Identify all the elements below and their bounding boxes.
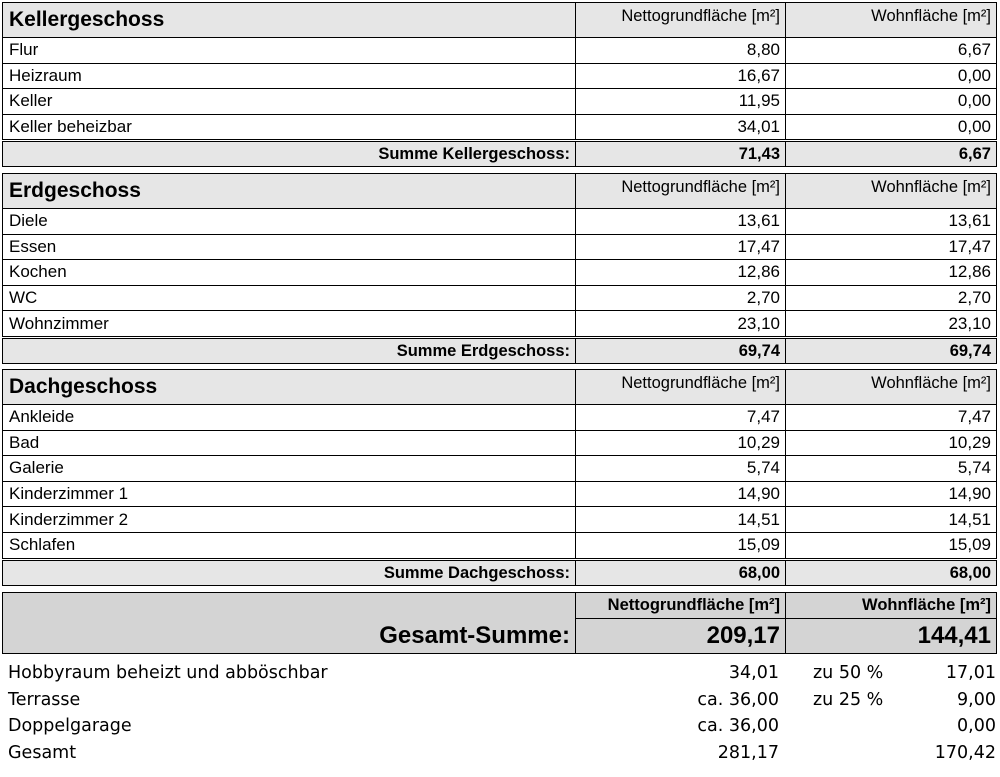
sum-label: Summe Dachgeschoss: (3, 561, 576, 586)
room-ngf: 17,47 (576, 234, 786, 260)
table-row (3, 532, 997, 558)
sum-wfl: 68,00 (786, 561, 997, 586)
section-kellergeschoss (2, 2, 997, 140)
sum-wfl: 6,67 (786, 142, 997, 167)
table-row (3, 311, 997, 337)
room-wfl: 5,74 (786, 456, 997, 482)
column-header-ngf: Nettogrundfläche [m²] (576, 3, 786, 38)
extra-factor (779, 740, 897, 767)
extra-area: ca. 36,00 (697, 689, 779, 710)
room-name: Flur (3, 38, 576, 64)
room-wfl: 23,10 (786, 311, 997, 337)
section-header (3, 174, 997, 209)
section-sum-erdgeschoss (2, 338, 997, 364)
room-wfl: 15,09 (786, 532, 997, 558)
list-item (2, 713, 996, 740)
section-title: Erdgeschoss (3, 174, 576, 209)
room-wfl: 13,61 (786, 209, 997, 235)
extra-label: Terrasse (8, 689, 81, 710)
room-ngf: 16,67 (576, 63, 786, 89)
extra-label: Hobbyraum beheizt und abböschbar (8, 663, 328, 684)
room-wfl: 10,29 (786, 430, 997, 456)
grand-total-spacer (3, 593, 576, 619)
room-name: Wohnzimmer (3, 311, 576, 337)
room-name: Schlafen (3, 532, 576, 558)
extra-factor: zu 25 % (813, 689, 884, 710)
section-title: Kellergeschoss (3, 3, 576, 38)
room-ngf: 15,09 (576, 532, 786, 558)
extra-wfl: 9,00 (957, 689, 996, 710)
section-title: Dachgeschoss (3, 370, 576, 405)
list-item (2, 660, 996, 687)
table-row (3, 456, 997, 482)
sum-wfl: 69,74 (786, 339, 997, 364)
room-wfl: 7,47 (786, 405, 997, 431)
extra-factor: zu 50 % (813, 663, 884, 684)
extra-wfl: 170,42 (934, 743, 996, 764)
column-header-ngf: Nettogrundfläche [m²] (576, 370, 786, 405)
room-ngf: 34,01 (576, 114, 786, 140)
extra-area: ca. 36,00 (697, 716, 779, 737)
room-name: Keller beheizbar (3, 114, 576, 140)
column-header-ngf: Nettogrundfläche [m²] (576, 174, 786, 209)
grand-total-table (2, 592, 997, 654)
grand-total-header-wfl: Wohnfläche [m²] (786, 593, 997, 619)
room-name: Keller (3, 89, 576, 115)
grand-total-header-ngf: Nettogrundfläche [m²] (576, 593, 786, 619)
room-name: Kinderzimmer 1 (3, 481, 576, 507)
room-wfl: 6,67 (786, 38, 997, 64)
room-name: Kinderzimmer 2 (3, 507, 576, 533)
room-ngf: 14,90 (576, 481, 786, 507)
table-row (3, 209, 997, 235)
room-ngf: 7,47 (576, 405, 786, 431)
sum-label: Summe Erdgeschoss: (3, 339, 576, 364)
room-name: Heizraum (3, 63, 576, 89)
extra-area: 34,01 (728, 663, 779, 684)
section-erdgeschoss (2, 173, 997, 337)
room-ngf: 13,61 (576, 209, 786, 235)
table-row (3, 38, 997, 64)
table-row (3, 234, 997, 260)
section-header (3, 370, 997, 405)
room-name: Galerie (3, 456, 576, 482)
room-wfl: 0,00 (786, 89, 997, 115)
room-name: Kochen (3, 260, 576, 286)
room-wfl: 14,90 (786, 481, 997, 507)
room-wfl: 0,00 (786, 63, 997, 89)
section-dachgeschoss (2, 369, 997, 559)
column-header-wfl: Wohnfläche [m²] (786, 370, 997, 405)
room-wfl: 17,47 (786, 234, 997, 260)
room-ngf: 10,29 (576, 430, 786, 456)
section-sum-kellergeschoss (2, 141, 997, 167)
table-row (3, 260, 997, 286)
room-ngf: 14,51 (576, 507, 786, 533)
room-ngf: 8,80 (576, 38, 786, 64)
room-name: Ankleide (3, 405, 576, 431)
grand-total-label: Gesamt-Summe: (3, 619, 576, 654)
section-sum-dachgeschoss (2, 560, 997, 586)
list-item (2, 740, 996, 767)
room-wfl: 0,00 (786, 114, 997, 140)
section-header (3, 3, 997, 38)
room-ngf: 11,95 (576, 89, 786, 115)
table-row (3, 430, 997, 456)
room-ngf: 23,10 (576, 311, 786, 337)
sum-label: Summe Kellergeschoss: (3, 142, 576, 167)
room-ngf: 2,70 (576, 285, 786, 311)
room-wfl: 12,86 (786, 260, 997, 286)
extra-area: 281,17 (717, 743, 779, 764)
table-row (3, 285, 997, 311)
grand-total-ngf: 209,17 (576, 619, 786, 654)
sum-ngf: 69,74 (576, 339, 786, 364)
table-row (3, 481, 997, 507)
room-wfl: 2,70 (786, 285, 997, 311)
extra-wfl: 17,01 (945, 663, 996, 684)
extra-wfl: 0,00 (957, 716, 996, 737)
sum-ngf: 68,00 (576, 561, 786, 586)
room-name: Diele (3, 209, 576, 235)
table-row (3, 63, 997, 89)
table-row (3, 405, 997, 431)
table-row (3, 89, 997, 115)
room-wfl: 14,51 (786, 507, 997, 533)
extra-factor (779, 713, 897, 740)
table-row (3, 114, 997, 140)
room-name: Essen (3, 234, 576, 260)
room-ngf: 5,74 (576, 456, 786, 482)
list-item (2, 687, 996, 714)
additional-areas-table (2, 660, 996, 766)
extra-label: Doppelgarage (8, 716, 132, 737)
room-ngf: 12,86 (576, 260, 786, 286)
extra-label: Gesamt (8, 743, 77, 764)
table-row (3, 507, 997, 533)
room-name: Bad (3, 430, 576, 456)
grand-total-wfl: 144,41 (786, 619, 997, 654)
column-header-wfl: Wohnfläche [m²] (786, 3, 997, 38)
column-header-wfl: Wohnfläche [m²] (786, 174, 997, 209)
sum-ngf: 71,43 (576, 142, 786, 167)
room-name: WC (3, 285, 576, 311)
